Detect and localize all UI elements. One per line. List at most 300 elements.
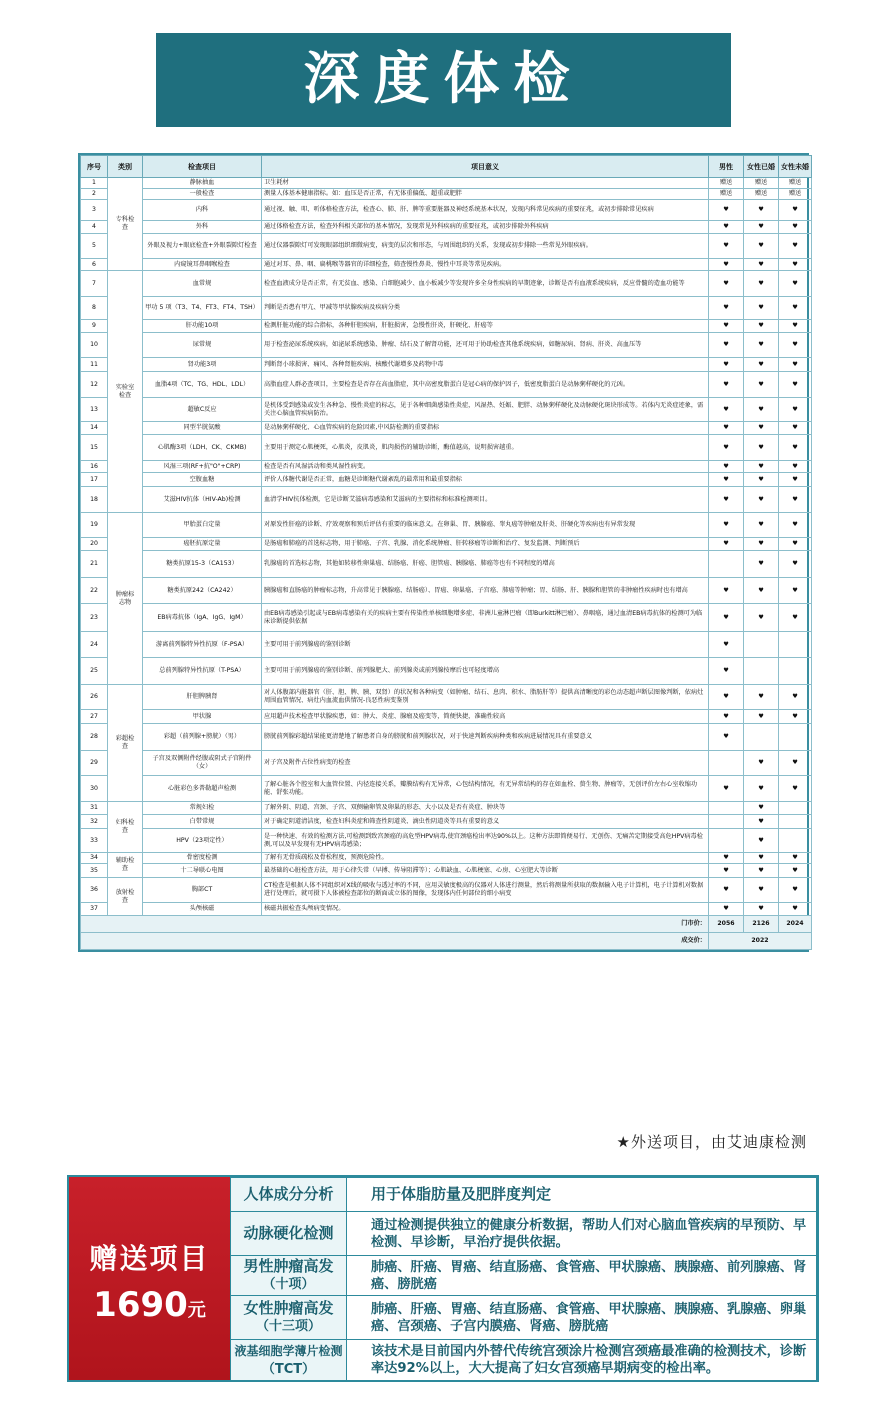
row-mark-female-unmarried: ♥	[779, 604, 812, 632]
table-row	[81, 358, 812, 372]
row-mark-female-married: ♥	[744, 333, 779, 358]
row-number: 21	[81, 551, 108, 578]
row-mark-female-unmarried: ♥	[779, 751, 812, 776]
row-mark-female-married: ♥	[744, 829, 779, 853]
row-mark-male: ♥	[709, 776, 744, 802]
table-row	[81, 815, 812, 829]
table-row	[81, 398, 812, 422]
row-meaning: 了解有无骨质疏松及骨松程度，预测危险性。	[262, 853, 709, 864]
row-number: 17	[81, 473, 108, 487]
row-mark-female-married: ♥	[744, 578, 779, 604]
gift-item-name	[231, 1296, 347, 1340]
row-mark-female-unmarried	[779, 802, 812, 815]
row-item: 内科	[143, 200, 262, 221]
row-mark-male: ♥	[709, 604, 744, 632]
row-number: 10	[81, 333, 108, 358]
row-meaning: 用于检查泌尿系统疾病，如泌尿系统感染、肿瘤、结石及了解肾功能，还可用于协助检查其他系统疾病，如糖尿病、肾病、肝炎、高血压等	[262, 333, 709, 358]
row-meaning: 对人体腹部内脏器官（肝、胆、脾、胰、双肾）的状况和各种病变（如肿瘤、结石、息肉、积水、脂肪肝等）提供高清晰度的彩色动态超声断层图像判断，依病灶周围血管情况、病灶内血流血供情况-良恶性病变鉴别	[262, 685, 709, 710]
gift-price-unit: 元	[187, 1300, 206, 1321]
table-row	[81, 333, 812, 358]
row-mark-female-married: ♥	[744, 398, 779, 422]
row-number: 8	[81, 297, 108, 320]
gift-row	[231, 1296, 817, 1340]
row-item: 游离前列腺特异性抗原（F-PSA）	[143, 632, 262, 658]
row-mark-female-unmarried: ♥	[779, 538, 812, 551]
table-row	[81, 422, 812, 435]
row-meaning: 通过对耳、鼻、咽、扁桃喉等器官的详细检查，筛查慢性鼻炎、慢性中耳炎等常见疾病。	[262, 259, 709, 271]
row-item: 肝功能10项	[143, 320, 262, 333]
row-meaning: CT检查是根据人体不同组织对X线的吸收与透过率的不同，应用灵敏度极高的仪器对人体进行测量，然后将测量所获取的数据输入电子计算机，电子计算机对数据进行处理后，就可摄下人体被检查部位的断面或立体的图像，发现体内任何部位的细小病变	[262, 878, 709, 903]
table-row	[81, 538, 812, 551]
gift-row	[231, 1212, 817, 1256]
row-mark-male: ♥	[709, 513, 744, 538]
row-item: 胸部CT	[143, 878, 262, 903]
row-mark-male: ♥	[709, 320, 744, 333]
row-item: 总前列腺特异性抗原（T-PSA）	[143, 658, 262, 685]
table-row	[81, 864, 812, 878]
row-item: 十二导联心电图	[143, 864, 262, 878]
gift-item-name	[231, 1178, 347, 1212]
checkup-table	[80, 155, 812, 950]
row-mark-female-unmarried: ♥	[779, 487, 812, 513]
gift-row	[231, 1178, 817, 1212]
row-mark-male: ♥	[709, 473, 744, 487]
door-price-row	[81, 916, 812, 933]
row-mark-female-unmarried: ♥	[779, 878, 812, 903]
header-male: 男性	[709, 156, 744, 178]
row-mark-female-married: ♥	[744, 551, 779, 578]
row-mark-female-married: ♥	[744, 853, 779, 864]
deal-price-value: 2022	[709, 933, 812, 950]
door-price-male: 2056	[709, 916, 744, 933]
row-mark-male: ♥	[709, 632, 744, 658]
row-item: 甲胎蛋白定量	[143, 513, 262, 538]
row-mark-male: ♥	[709, 435, 744, 461]
row-mark-female-unmarried: ♥	[779, 271, 812, 297]
row-number: 37	[81, 903, 108, 916]
row-mark-male: ♥	[709, 372, 744, 398]
row-number: 34	[81, 853, 108, 864]
row-mark-male	[709, 802, 744, 815]
row-meaning: 应用超声技术检查甲状腺疾患，如：肿大、炎症、腺瘤及癌变等，简便快捷，准确性较高	[262, 710, 709, 724]
row-mark-female-married: ♥	[744, 461, 779, 473]
row-mark-female-unmarried: ♥	[779, 685, 812, 710]
table-row	[81, 461, 812, 473]
row-number: 6	[81, 259, 108, 271]
row-number: 3	[81, 200, 108, 221]
row-meaning: 对原发性肝癌的诊断、疗效观察和预后评估有重要的临床意义。在卵巢、胃、胰腺癌、睾丸癌等肿瘤及肝炎、肝硬化等疾病也有异常发现	[262, 513, 709, 538]
table-row	[81, 189, 812, 200]
row-meaning: 乳腺癌的首选标志物，其他如转移性卵巢癌、结肠癌、肝癌、胆管癌、胰腺癌、肺癌等也有不同程度的增高	[262, 551, 709, 578]
row-mark-female-unmarried: 赠送	[779, 189, 812, 200]
row-mark-male	[709, 829, 744, 853]
door-price-female-married: 2126	[744, 916, 779, 933]
row-item: 一般检查	[143, 189, 262, 200]
row-number: 2	[81, 189, 108, 200]
gift-badge	[69, 1177, 230, 1380]
row-mark-female-unmarried	[779, 658, 812, 685]
row-mark-male: ♥	[709, 297, 744, 320]
row-item: 空腹血糖	[143, 473, 262, 487]
row-mark-male: ♥	[709, 259, 744, 271]
row-item: 癌胚抗原定量	[143, 538, 262, 551]
table-row	[81, 320, 812, 333]
row-meaning: 测量人体基本健康指标。如：血压是否正常，有无体重偏低、超重或肥胖	[262, 189, 709, 200]
row-item: 血常规	[143, 271, 262, 297]
row-mark-female-unmarried	[779, 815, 812, 829]
row-category: 专科检查	[108, 178, 143, 271]
row-mark-female-unmarried: ♥	[779, 578, 812, 604]
row-number: 7	[81, 271, 108, 297]
door-price-female-unmarried: 2024	[779, 916, 812, 933]
row-mark-female-unmarried	[779, 632, 812, 658]
row-mark-female-married: ♥	[744, 271, 779, 297]
header-female-married: 女性已婚	[744, 156, 779, 178]
row-item: 肝胆脾胰肾	[143, 685, 262, 710]
row-mark-female-married: ♥	[744, 685, 779, 710]
door-price-label: 门市价：	[81, 916, 709, 933]
row-mark-male: ♥	[709, 864, 744, 878]
gift-item-title: 动脉硬化检测	[243, 1224, 334, 1242]
row-mark-female-unmarried: ♥	[779, 551, 812, 578]
gift-title: 赠送项目	[89, 1242, 210, 1275]
gift-item-name	[231, 1256, 347, 1296]
row-meaning: 卫生耗材	[262, 178, 709, 189]
row-category: 肿瘤标志物	[108, 513, 143, 685]
row-item: 常规妇检	[143, 802, 262, 815]
row-number: 20	[81, 538, 108, 551]
row-number: 27	[81, 710, 108, 724]
table-row	[81, 658, 812, 685]
gift-item-title: 液基细胞学薄片检测	[234, 1343, 343, 1358]
row-mark-female-unmarried: ♥	[779, 259, 812, 271]
row-mark-male: ♥	[709, 461, 744, 473]
table-row	[81, 578, 812, 604]
row-mark-female-unmarried: ♥	[779, 776, 812, 802]
table-row	[81, 724, 812, 751]
gift-section	[67, 1175, 819, 1382]
row-mark-female-unmarried: ♥	[779, 234, 812, 259]
gift-item-title: 女性肿瘤高发	[243, 1299, 334, 1317]
row-meaning: 胰腺癌和直肠癌的肿瘤标志物，升高常见于胰腺癌、结肠癌）、胃癌、卵巢癌、子宫癌、肺癌等肿瘤；胃、结肠、肝、胰腺和胆管的非肿瘤性疾病时也有增高	[262, 578, 709, 604]
row-mark-male: ♥	[709, 685, 744, 710]
header-category: 类别	[108, 156, 143, 178]
table-header-row	[81, 156, 812, 178]
row-meaning: 评价人体糖代谢是否正常，血糖是诊断糖代谢紊乱的最常用和最重要指标	[262, 473, 709, 487]
checkup-table-container	[78, 153, 809, 952]
row-meaning: 对于确定阴道清洁度，检查妇科炎症和筛查性阴道炎、滴虫性阴道炎等具有重要的意义	[262, 815, 709, 829]
row-item: 外眼及视力+眼底检查+外眼裂隙灯检查	[143, 234, 262, 259]
row-number: 24	[81, 632, 108, 658]
row-mark-male: ♥	[709, 487, 744, 513]
row-number: 30	[81, 776, 108, 802]
row-mark-female-unmarried: ♥	[779, 903, 812, 916]
row-mark-male: ♥	[709, 903, 744, 916]
row-mark-female-married: ♥	[744, 234, 779, 259]
deal-price-label: 成交价：	[81, 933, 709, 950]
row-mark-female-married: ♥	[744, 604, 779, 632]
table-row	[81, 632, 812, 658]
gift-item-description: 肺癌、肝癌、胃癌、结直肠癌、食管癌、甲状腺癌、胰腺癌、前列腺癌、肾癌、膀胱癌	[347, 1256, 817, 1296]
row-mark-female-married	[744, 724, 779, 751]
gift-item-description: 该技术是目前国内外替代传统宫颈涂片检测宫颈癌最准确的检测技术，诊断率达92%以上，大大提高了妇女宫颈癌早期病变的检出率。	[347, 1340, 817, 1381]
row-mark-female-unmarried: ♥	[779, 221, 812, 234]
row-meaning: 是动脉粥样硬化、心血管疾病的危险因素,中风防检测的重要指标	[262, 422, 709, 435]
table-row	[81, 878, 812, 903]
table-row	[81, 829, 812, 853]
row-number: 36	[81, 878, 108, 903]
row-mark-female-married: ♥	[744, 513, 779, 538]
row-mark-male: ♥	[709, 271, 744, 297]
row-meaning: 主要用于测定心肌梗死，心肌炎，皮肌炎，肌肉损伤的辅助诊断，酶值越高，说明损害越重。	[262, 435, 709, 461]
row-mark-male: ♥	[709, 200, 744, 221]
row-meaning: 主要可用于前列腺癌的鉴别诊断	[262, 632, 709, 658]
row-item: HPV（23项定性）	[143, 829, 262, 853]
row-number: 4	[81, 221, 108, 234]
row-mark-female-unmarried: ♥	[779, 461, 812, 473]
row-number: 26	[81, 685, 108, 710]
row-item: 头颅核磁	[143, 903, 262, 916]
row-meaning: 通过体格检查方法，检查外科相关部位的基本情况，发现常见外科疾病的重要征兆，或初步排除外科疾病	[262, 221, 709, 234]
row-mark-female-married: ♥	[744, 473, 779, 487]
row-mark-male: ♥	[709, 578, 744, 604]
row-meaning: 了解外阴、阴道、宫颈、子宫、双侧输卵管及卵巢的形态、大小以及是否有炎症、肿块等	[262, 802, 709, 815]
gift-row	[231, 1340, 817, 1381]
table-row	[81, 297, 812, 320]
row-mark-male: ♥	[709, 658, 744, 685]
row-meaning: 检查血液成分是否正常，有无贫血、感染、白细胞减少、血小板减少等发现许多全身性疾病的早期迹象，诊断是否有血液系统疾病，反应骨髓的造血功能等	[262, 271, 709, 297]
row-item: 风湿三项(RF+抗"O"+CRP)	[143, 461, 262, 473]
row-mark-female-married: ♥	[744, 802, 779, 815]
row-mark-male: ♥	[709, 710, 744, 724]
row-item: 艾滋HIV抗体（HIV-Ab)检测	[143, 487, 262, 513]
table-row	[81, 710, 812, 724]
row-number: 15	[81, 435, 108, 461]
table-row	[81, 776, 812, 802]
row-mark-male: ♥	[709, 221, 744, 234]
row-mark-male	[709, 551, 744, 578]
row-item: 超敏C反应	[143, 398, 262, 422]
outsourced-note: ★外送项目，由艾迪康检测	[616, 1133, 807, 1151]
row-meaning: 判断肾小球损害、痛风、各种肾脏疾病、核酸代谢增多及药物中毒	[262, 358, 709, 372]
row-number: 28	[81, 724, 108, 751]
header-female-unmarried: 女性未婚	[779, 156, 812, 178]
page-title-banner: 深度体检	[156, 33, 731, 127]
table-row	[81, 802, 812, 815]
row-item: 心脏彩色多普勒超声检测	[143, 776, 262, 802]
row-number: 29	[81, 751, 108, 776]
row-mark-female-married: ♥	[744, 487, 779, 513]
row-meaning: 由EB病毒感染引起或与EB病毒感染有关的疾病主要有传染性单核细胞增多症、非洲儿童淋巴瘤（即Burkitt淋巴瘤）、鼻咽癌，通过血清EB病毒抗体的检测可为临床诊断提供依据	[262, 604, 709, 632]
row-number: 1	[81, 178, 108, 189]
row-mark-male	[709, 815, 744, 829]
table-row	[81, 271, 812, 297]
row-meaning: 高脂血症人群必查项目，主要检查是否存在高血脂症，其中高密度脂蛋白是冠心病的保护因子，低密度脂蛋白是动脉粥样硬化的元凶。	[262, 372, 709, 398]
gift-item-description: 肺癌、肝癌、胃癌、结直肠癌、食管癌、甲状腺癌、胰腺癌、乳腺癌、卵巢癌、宫颈癌、子宫内膜癌、肾癌、膀胱癌	[347, 1296, 817, 1340]
row-number: 32	[81, 815, 108, 829]
row-meaning: 是肠癌和肺癌的首选标志物，用于肺癌、子宫、乳腺、消化系统肿瘤、肝转移瘤等诊断和治疗、复发监测、判断预后	[262, 538, 709, 551]
row-number: 13	[81, 398, 108, 422]
row-mark-female-married: ♥	[744, 372, 779, 398]
gift-table	[230, 1177, 817, 1381]
gift-item-description: 用于体脂肪量及肥胖度判定	[347, 1178, 817, 1212]
row-mark-female-married: ♥	[744, 878, 779, 903]
row-mark-female-married: ♥	[744, 320, 779, 333]
row-mark-female-unmarried: ♥	[779, 422, 812, 435]
table-row	[81, 551, 812, 578]
row-mark-female-unmarried: ♥	[779, 864, 812, 878]
row-meaning: 核磁共振检查头颅病变情况。	[262, 903, 709, 916]
row-mark-female-unmarried: 赠送	[779, 178, 812, 189]
gift-item-name	[231, 1340, 347, 1381]
row-item: 外科	[143, 221, 262, 234]
row-number: 19	[81, 513, 108, 538]
row-mark-male: 赠送	[709, 189, 744, 200]
row-item: 子宫及双侧附件经腹或阴式子宫附件（女）	[143, 751, 262, 776]
row-meaning: 检测肝脏功能的综合指标，各种肝胆疾病，肝脏损害，急慢性肝炎，肝硬化、肝癌等	[262, 320, 709, 333]
row-mark-female-unmarried: ♥	[779, 710, 812, 724]
row-mark-male: ♥	[709, 422, 744, 435]
row-mark-female-unmarried: ♥	[779, 358, 812, 372]
row-meaning: 了解心脏各个腔室和大血管位置、内径连接关系，瓣膜结构有无异常，心包结构情况，有无异常结构的存在如血栓、赘生物、肿瘤等，无创评价左右心室收缩功能、舒张功能。	[262, 776, 709, 802]
row-mark-female-married: ♥	[744, 358, 779, 372]
row-category: 辅助检查	[108, 853, 143, 878]
row-mark-male: ♥	[709, 358, 744, 372]
gift-item-subtitle: （十项）	[262, 1277, 315, 1292]
row-item: 甲功 5 项（T3、T4、FT3、FT4、TSH）	[143, 297, 262, 320]
row-mark-female-unmarried: ♥	[779, 333, 812, 358]
header-item: 检查项目	[143, 156, 262, 178]
row-number: 5	[81, 234, 108, 259]
row-mark-female-married: 赠送	[744, 178, 779, 189]
row-number: 16	[81, 461, 108, 473]
row-number: 25	[81, 658, 108, 685]
row-mark-male	[709, 751, 744, 776]
row-item: 内窥镜耳鼻咽喉检查	[143, 259, 262, 271]
row-item: EB病毒抗体（IgA、IgG、IgM）	[143, 604, 262, 632]
row-mark-female-unmarried: ♥	[779, 372, 812, 398]
row-mark-male: ♥	[709, 333, 744, 358]
row-mark-female-married: ♥	[744, 864, 779, 878]
row-meaning: 通过视、触、叩、听体格检查方法，检查心、肺、肝、脾等重要脏器及神经系统基本状况，发现内科常见疾病的重要征兆，或初步排除常见疾病	[262, 200, 709, 221]
table-row	[81, 513, 812, 538]
row-mark-female-unmarried: ♥	[779, 513, 812, 538]
row-number: 11	[81, 358, 108, 372]
table-row	[81, 221, 812, 234]
table-row	[81, 473, 812, 487]
gift-item-description: 通过检测提供独立的健康分析数据，帮助人们对心脑血管疾病的早预防、早检测、早诊断，早治疗提供依据。	[347, 1212, 817, 1256]
table-row	[81, 751, 812, 776]
gift-item-title: 男性肿瘤高发	[243, 1257, 334, 1275]
row-mark-female-married: ♥	[744, 710, 779, 724]
row-mark-female-unmarried: ♥	[779, 200, 812, 221]
row-category: 彩超检查	[108, 685, 143, 802]
row-number: 35	[81, 864, 108, 878]
row-item: 尿常规	[143, 333, 262, 358]
row-mark-female-married: ♥	[744, 435, 779, 461]
row-mark-female-married	[744, 632, 779, 658]
row-mark-female-married	[744, 658, 779, 685]
row-mark-male: ♥	[709, 724, 744, 751]
row-mark-female-married: ♥	[744, 297, 779, 320]
row-meaning: 血清学HIV抗体检测，它是诊断艾滋病毒感染和艾滋病的主要指标和标准检测项目。	[262, 487, 709, 513]
row-meaning: 判断是否患有甲亢、甲减等甲状腺疾病及疾病分类	[262, 297, 709, 320]
table-row	[81, 200, 812, 221]
row-item: 糖类抗原15-3（CA153）	[143, 551, 262, 578]
row-mark-female-married: ♥	[744, 776, 779, 802]
row-mark-male: 赠送	[709, 178, 744, 189]
gift-item-subtitle: （TCT）	[261, 1361, 316, 1377]
row-mark-female-unmarried: ♥	[779, 320, 812, 333]
row-mark-female-married: ♥	[744, 200, 779, 221]
table-row	[81, 903, 812, 916]
row-mark-female-married: ♥	[744, 259, 779, 271]
row-item: 血脂4项（TC、TG、HDL、LDL）	[143, 372, 262, 398]
deal-price-row	[81, 933, 812, 950]
row-category: 妇科检查	[108, 802, 143, 853]
row-number: 31	[81, 802, 108, 815]
row-meaning: 通过仪器裂隙灯可发现眼部组织细微病变，病变的层次和形态，与周围组织的关系，发现或初步排除一些常见外眼疾病。	[262, 234, 709, 259]
row-mark-female-unmarried: ♥	[779, 473, 812, 487]
row-category: 实验室检查	[108, 271, 143, 513]
row-mark-female-unmarried: ♥	[779, 853, 812, 864]
row-meaning: 膀胱前列腺彩超结果能更清楚地了解患者自身的膀胱和前列腺状况，对于快速判断疾病种类和疾病进展情况具有重要意义	[262, 724, 709, 751]
row-mark-female-unmarried: ♥	[779, 398, 812, 422]
row-mark-male: ♥	[709, 538, 744, 551]
table-row	[81, 435, 812, 461]
row-item: 糖类抗原242（CA242）	[143, 578, 262, 604]
row-mark-male: ♥	[709, 234, 744, 259]
row-number: 23	[81, 604, 108, 632]
row-item: 心肌酶3项（LDH、CK、CKMB)	[143, 435, 262, 461]
table-row	[81, 604, 812, 632]
gift-price-value: 1690	[93, 1285, 188, 1325]
row-number: 22	[81, 578, 108, 604]
row-meaning: 检查是否有风湿活动和类风湿性病变。	[262, 461, 709, 473]
gift-price	[69, 1285, 230, 1325]
table-row	[81, 685, 812, 710]
table-row	[81, 178, 812, 189]
row-meaning: 主要可用于前列腺癌的鉴别诊断、前列腺肥大、前列腺炎或前列腺按摩后也可轻度增高	[262, 658, 709, 685]
gift-row	[231, 1256, 817, 1296]
row-number: 12	[81, 372, 108, 398]
row-mark-female-married: ♥	[744, 903, 779, 916]
row-meaning: 是机体受到感染或发生各种急、慢性炎症的标志，见于各种细菌感染性炎症，风湿热、妊娠、肥胖、动脉粥样硬化及动脉硬化斑块形成等。若体内无炎症迹象，需关注心脑血管疾病防治。	[262, 398, 709, 422]
gift-item-title: 人体成分分析	[243, 1185, 334, 1203]
row-mark-female-married: ♥	[744, 221, 779, 234]
row-mark-female-married: ♥	[744, 538, 779, 551]
row-item: 白带常规	[143, 815, 262, 829]
row-mark-female-married: ♥	[744, 422, 779, 435]
row-mark-male: ♥	[709, 878, 744, 903]
row-mark-female-unmarried	[779, 724, 812, 751]
row-item: 静脉抽血	[143, 178, 262, 189]
row-item: 骨密度检测	[143, 853, 262, 864]
table-row	[81, 487, 812, 513]
row-item: 彩超（前列腺+膀胱）（男）	[143, 724, 262, 751]
table-row	[81, 259, 812, 271]
row-item: 肾功能3项	[143, 358, 262, 372]
gift-item-name	[231, 1212, 347, 1256]
row-meaning: 对子宫及附件占位性病变的检查	[262, 751, 709, 776]
row-mark-female-married: ♥	[744, 815, 779, 829]
row-number: 33	[81, 829, 108, 853]
row-meaning: 是一种快速、有效的检测方法,可检测到致宫颈癌的高危型HPV病毒,使宫颈癌检出率达90%以上。这种方法即简便易行、无创伤、无痛苦定期接受高危HPV病毒检测,可以及早发现有无HPV病毒感染；	[262, 829, 709, 853]
row-item: 甲状腺	[143, 710, 262, 724]
table-row	[81, 234, 812, 259]
row-mark-female-unmarried: ♥	[779, 435, 812, 461]
row-number: 18	[81, 487, 108, 513]
